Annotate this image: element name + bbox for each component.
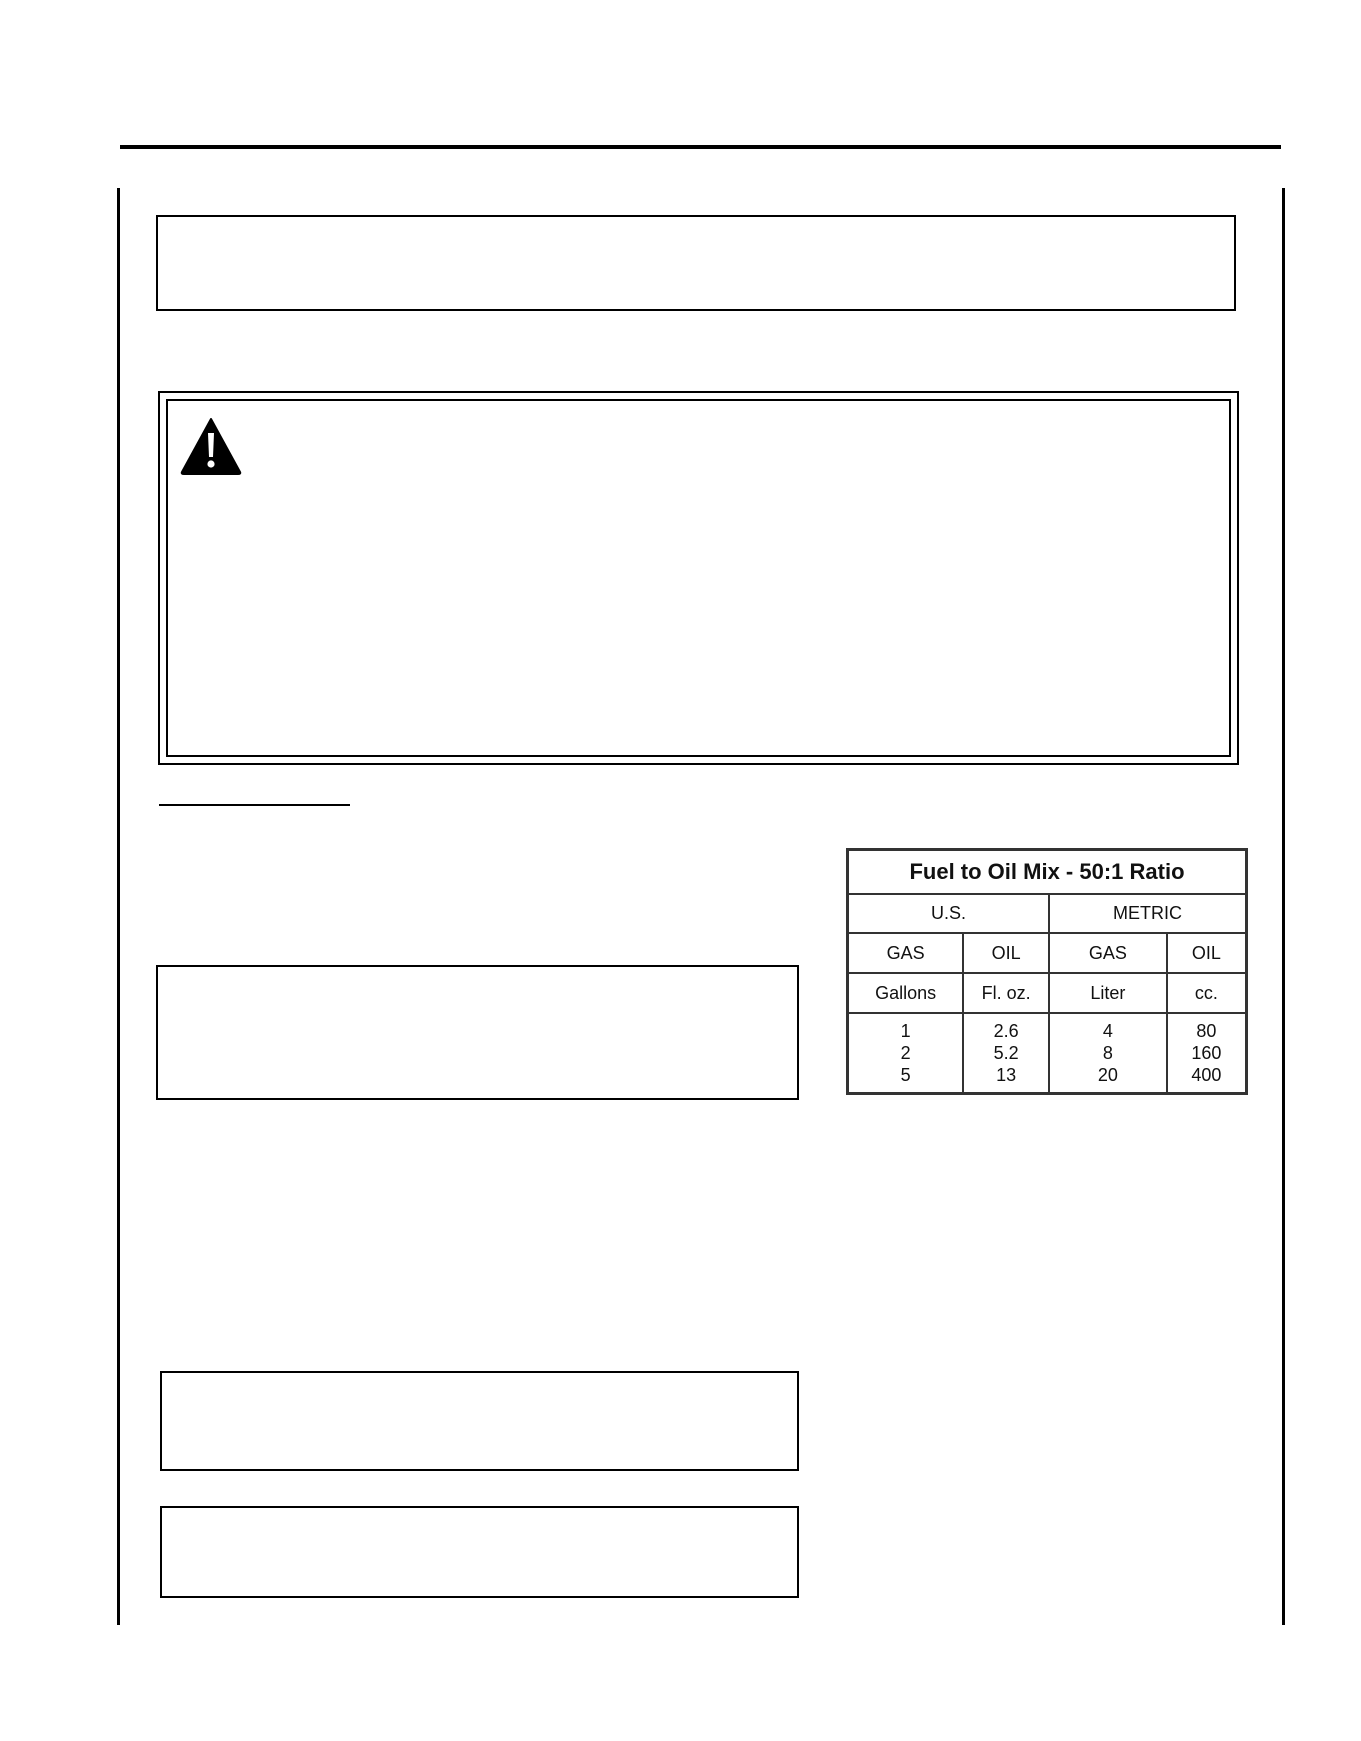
header-oil-metric: OIL	[1167, 933, 1247, 973]
warning-box-inner	[166, 399, 1231, 757]
section-heading-underline	[159, 804, 350, 806]
table-cell: 8	[1102, 1043, 1113, 1063]
header-gas-metric: GAS	[1049, 933, 1167, 973]
table-cell: 2.6	[993, 1021, 1019, 1041]
values-cc	[1167, 1013, 1247, 1094]
header-oil-us: OIL	[963, 933, 1049, 973]
notice-box-lower-2	[160, 1506, 799, 1598]
notice-box-lower-1	[160, 1371, 799, 1471]
unit-cc: cc.	[1167, 973, 1247, 1013]
table-cell: 2	[900, 1043, 911, 1063]
table-cell: 5.2	[993, 1043, 1019, 1063]
table-cell: 80	[1196, 1021, 1217, 1041]
group-us: U.S.	[848, 894, 1049, 933]
values-liter	[1049, 1013, 1167, 1094]
unit-gallons: Gallons	[848, 973, 964, 1013]
warning-triangle-icon	[180, 417, 242, 475]
table-cell: 4	[1102, 1021, 1113, 1041]
table-cell: 5	[900, 1065, 911, 1085]
notice-box-top	[156, 215, 1236, 311]
values-gallons	[848, 1013, 964, 1094]
unit-liter: Liter	[1049, 973, 1167, 1013]
values-fl-oz	[963, 1013, 1049, 1094]
table-cell: 400	[1191, 1065, 1222, 1085]
notice-box-middle	[156, 965, 799, 1100]
header-gas-us: GAS	[848, 933, 964, 973]
right-margin-rule	[1282, 188, 1285, 1625]
table-cell: 1	[900, 1021, 911, 1041]
header-rule	[120, 145, 1281, 149]
fuel-oil-mix-table	[846, 848, 1248, 1095]
table-title: Fuel to Oil Mix - 50:1 Ratio	[848, 850, 1247, 895]
group-metric: METRIC	[1049, 894, 1247, 933]
left-margin-rule	[117, 188, 120, 1625]
table-cell: 20	[1097, 1065, 1118, 1085]
table-cell: 160	[1191, 1043, 1222, 1063]
unit-fl-oz: Fl. oz.	[963, 973, 1049, 1013]
table-cell: 13	[996, 1065, 1017, 1085]
